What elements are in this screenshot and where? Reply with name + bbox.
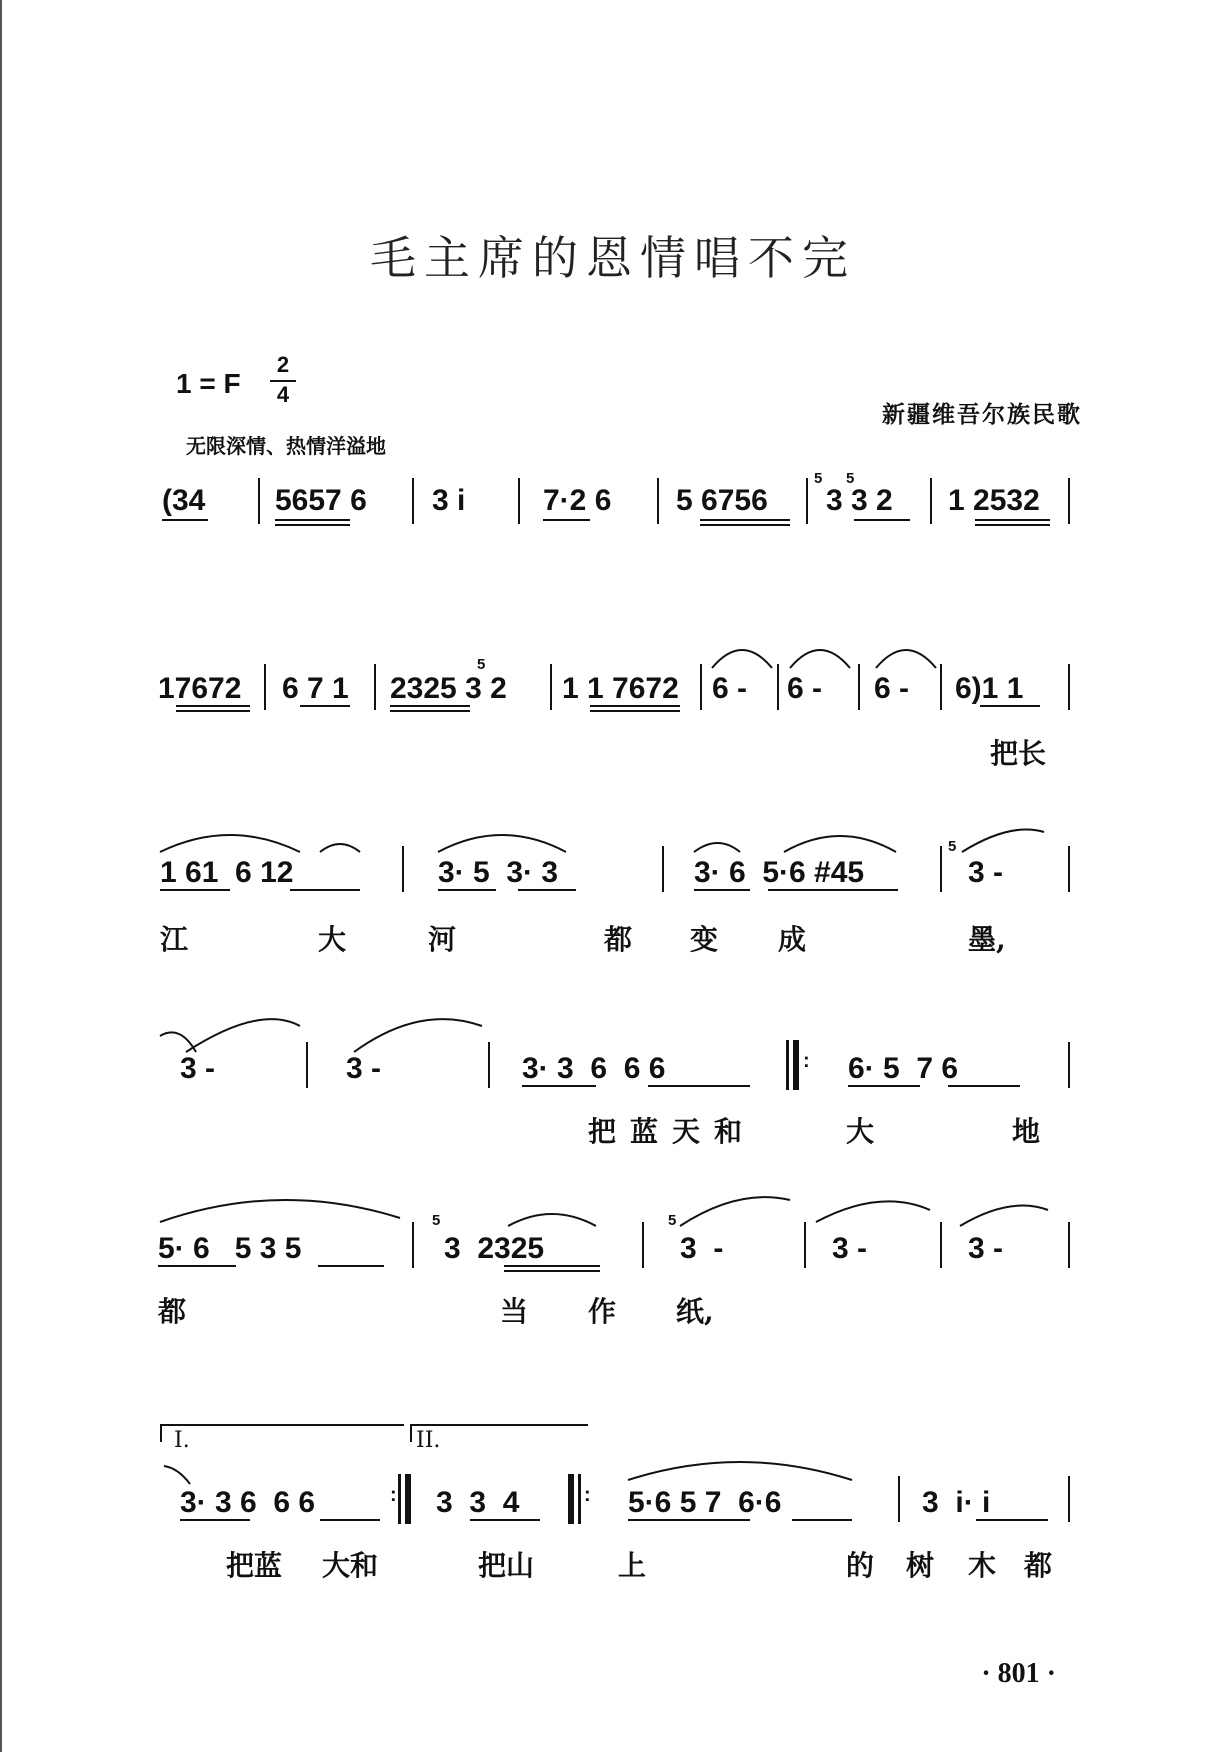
measure: 6· 5 7 6 — [848, 1052, 959, 1085]
measure: 6 - — [874, 672, 910, 705]
slur — [508, 1214, 596, 1226]
measure: 3· 3 6 6 6 — [522, 1052, 666, 1085]
lyric: 河 — [428, 923, 457, 956]
measure: 6 7 1 — [282, 672, 349, 705]
measure: 3 i· i — [922, 1486, 991, 1519]
measure: 1 2532 — [948, 484, 1040, 517]
lyric: 墨, — [968, 923, 1006, 956]
slur — [960, 1206, 1048, 1226]
grace-note: 5 — [948, 838, 957, 855]
time-sig-numerator: 2 — [276, 352, 290, 377]
measure: 6)1 1 — [955, 672, 1024, 705]
slur — [694, 843, 740, 852]
measure: 3· 5 3· 3 — [438, 856, 559, 889]
slur — [160, 835, 300, 852]
measure: 17672 — [158, 672, 242, 705]
lyric: 把山 — [478, 1549, 535, 1582]
lyric: 都 — [604, 923, 633, 956]
lyric: 纸, — [676, 1295, 714, 1328]
lyric: 江 — [160, 923, 189, 956]
measure: 5· 6 5 3 5 — [158, 1232, 302, 1265]
slur — [160, 1200, 400, 1222]
measure: (34 — [162, 484, 206, 517]
grace-note: 5 — [846, 470, 855, 487]
measure: 3· 6 5·6 #45 — [694, 856, 865, 889]
slur — [680, 1197, 790, 1226]
repeat-dots: : — [390, 1484, 397, 1506]
measure: 6 - — [712, 672, 748, 705]
slur — [816, 1201, 930, 1222]
measure: 3 - — [832, 1232, 868, 1265]
lyric: 成 — [778, 923, 807, 956]
measure: 3 2325 — [444, 1232, 545, 1265]
song-origin: 新疆维吾尔族民歌 — [882, 401, 1082, 428]
slur — [438, 835, 566, 852]
measure: 3· 3 6 6 6 — [180, 1486, 316, 1519]
measure: 5657 6 — [275, 484, 367, 517]
measure: 6 - — [787, 672, 823, 705]
measure: 3 i — [432, 484, 466, 517]
lyric: 木 — [968, 1549, 997, 1582]
measure: 7·2 6 — [543, 484, 612, 517]
slur — [784, 836, 896, 852]
repeat-dots: : — [584, 1484, 591, 1506]
lyric: 大和 — [322, 1549, 379, 1582]
lyric: 上 — [618, 1549, 647, 1582]
time-sig-denominator: 4 — [276, 382, 290, 407]
measure: 2325 3 2 — [390, 672, 507, 705]
lyric: 都 — [158, 1295, 187, 1328]
repeat-dots: : — [803, 1050, 810, 1072]
lyric: 树 — [906, 1549, 935, 1582]
slur — [876, 650, 936, 668]
song-title: 毛主席的恩情唱不完 — [370, 231, 856, 285]
key-signature: 1 = F — [176, 368, 241, 399]
lyric: 大 — [318, 923, 347, 956]
slur — [790, 650, 850, 668]
measure: 3 - — [968, 856, 1004, 889]
measure: 3 - — [680, 1232, 724, 1265]
lyric: 地 — [1012, 1115, 1041, 1148]
lyric: 的 — [846, 1549, 875, 1582]
grace-note: 5 — [477, 656, 486, 673]
lyric: 把长 — [990, 737, 1047, 770]
measure: 5·6 5 7 6·6 — [628, 1486, 782, 1519]
measure: 3 - — [180, 1052, 216, 1085]
measure: 5 6756 — [676, 484, 768, 517]
grace-note: 5 — [814, 470, 823, 487]
measure: 3 3 4 — [436, 1486, 520, 1519]
grace-note: 5 — [432, 1212, 441, 1229]
measure: 1 61 6 12 — [160, 856, 294, 889]
lyric: 把蓝 — [226, 1549, 283, 1582]
lyric: 大 — [846, 1115, 875, 1148]
slur — [628, 1462, 852, 1480]
slur — [164, 1466, 190, 1484]
measure: 1 1 7672 — [562, 672, 679, 705]
measure: 3 3 2 — [826, 484, 893, 517]
grace-note: 5 — [668, 1212, 677, 1229]
lyric: 把蓝天和 — [588, 1115, 757, 1148]
tempo-marking: 无限深情、热情洋溢地 — [186, 434, 386, 458]
slur — [320, 844, 360, 852]
second-ending-label: II. — [416, 1428, 441, 1453]
lyric: 变 — [690, 923, 719, 956]
measure: 3 - — [346, 1052, 382, 1085]
page-number: · 801 · — [981, 1658, 1056, 1689]
lyric: 都 — [1024, 1549, 1053, 1582]
lyric: 作 — [588, 1295, 617, 1328]
slur — [354, 1019, 482, 1052]
first-ending-label: I. — [174, 1428, 190, 1453]
slur — [962, 830, 1044, 853]
slur — [712, 650, 772, 668]
lyric: 当 — [500, 1295, 529, 1328]
measure: 3 - — [968, 1232, 1004, 1265]
slur — [186, 1019, 300, 1052]
